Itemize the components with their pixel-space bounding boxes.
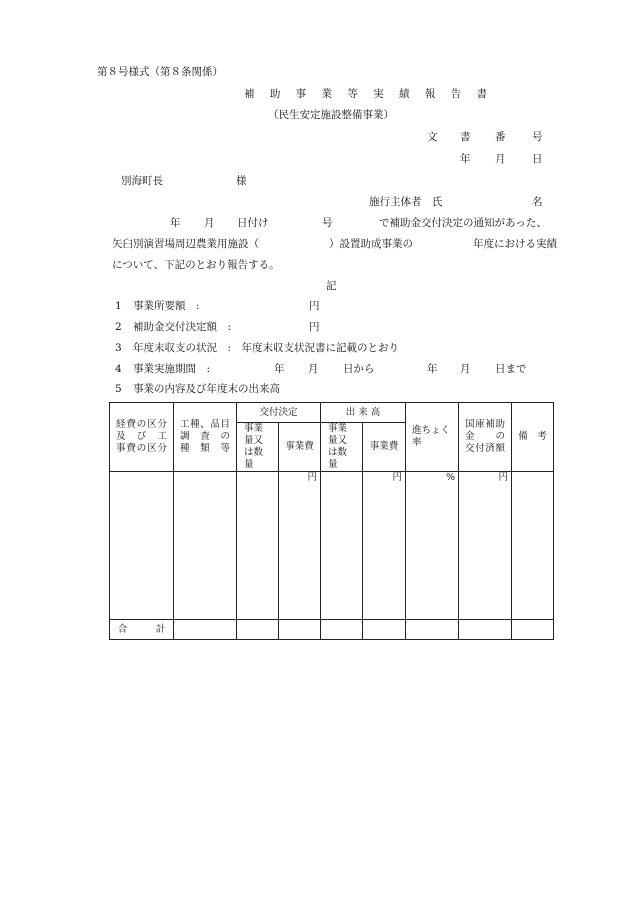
ki-heading: 記 <box>326 280 337 292</box>
body-number: 号 <box>322 217 333 229</box>
header-expense-category: 経費の区分 及 び 工 事費の区分 <box>110 403 174 472</box>
item-5-text: 事業の内容及び年度末の出来高 <box>133 383 280 395</box>
item-4-end-year: 年 <box>427 363 438 375</box>
item-1-label: 事業所要額 : <box>133 300 200 312</box>
header-grant-decision: 交付決定 <box>237 403 321 423</box>
item-3-number: 3 <box>115 342 122 354</box>
item-4-label: 事業実施期間 : <box>133 363 211 375</box>
applicant-label: 施行主体者 氏 <box>369 196 443 208</box>
header-national-subsidy: 国庫補助 金 の 交付済額 <box>459 403 512 472</box>
applicant-name-suffix: 名 <box>532 196 543 208</box>
document-title: 補 助 事 業 等 実 績 報 告 書 <box>244 88 494 100</box>
addressee-name: 別海町長 <box>121 175 163 187</box>
unit-yen: 円 <box>279 472 321 620</box>
body-dated: 日付け <box>237 217 269 229</box>
header-grant-quantity: 事業量又は数量 <box>237 423 279 472</box>
table-row <box>110 472 554 620</box>
doc-go: 号 <box>532 131 543 143</box>
unit-percent: % <box>406 472 459 620</box>
item-2-label: 補助金交付決定額 : <box>133 321 232 333</box>
item-2-number: 2 <box>115 321 122 333</box>
item-4-end-month: 月 <box>460 363 471 375</box>
total-label: 合 計 <box>110 620 174 640</box>
item-4-start-month: 月 <box>308 363 319 375</box>
date-year: 年 <box>460 153 471 165</box>
header-output-cost: 事業費 <box>363 423 406 472</box>
doc-bunsho: 文 <box>427 131 438 143</box>
document-subtitle: （民生安定施設整備事業） <box>268 109 394 121</box>
item-4-start-day: 日から <box>343 363 375 375</box>
item-2-unit: 円 <box>309 321 320 333</box>
unit-yen: 円 <box>363 472 406 620</box>
date-month: 月 <box>495 153 506 165</box>
body-line3: について、下記のとおり報告する。 <box>112 259 280 271</box>
header-output-quantity: 事業量又は数量 <box>321 423 363 472</box>
body-line2-c: 年度における実績 <box>473 238 557 250</box>
body-line2-b: ）設置助成事業の <box>329 238 413 250</box>
item-1-unit: 円 <box>309 300 320 312</box>
unit-yen: 円 <box>459 472 512 620</box>
results-table <box>109 402 554 640</box>
item-4-start-year: 年 <box>274 363 285 375</box>
header-output: 出 来 高 <box>321 403 406 423</box>
item-3-text: 年度末収支の状況 : 年度末収支状況書に記載のとおり <box>133 342 400 354</box>
item-4-number: 4 <box>115 363 122 375</box>
body-year: 年 <box>170 217 181 229</box>
date-day: 日 <box>532 153 543 165</box>
doc-ban: 番 <box>495 131 506 143</box>
body-month: 月 <box>204 217 215 229</box>
doc-sho: 書 <box>460 131 471 143</box>
item-1-number: 1 <box>115 300 122 312</box>
header-progress-rate: 進ちょく率 <box>406 403 459 472</box>
header-remarks: 備 考 <box>512 403 554 472</box>
header-grant-cost: 事業費 <box>279 423 321 472</box>
body-line2-a: 矢臼別演習場周辺農業用施設（ <box>112 238 259 250</box>
total-row <box>110 620 554 640</box>
item-4-end-day: 日まで <box>495 363 527 375</box>
addressee-honorific: 様 <box>236 175 247 187</box>
header-work-type: 工種、品目 調 査 の 種 類 等 <box>174 403 237 472</box>
body-line1-text: で補助金交付決定の通知があった、 <box>379 217 547 229</box>
form-number: 第８号様式（第８条関係） <box>97 66 223 78</box>
item-5-number: 5 <box>115 383 122 395</box>
